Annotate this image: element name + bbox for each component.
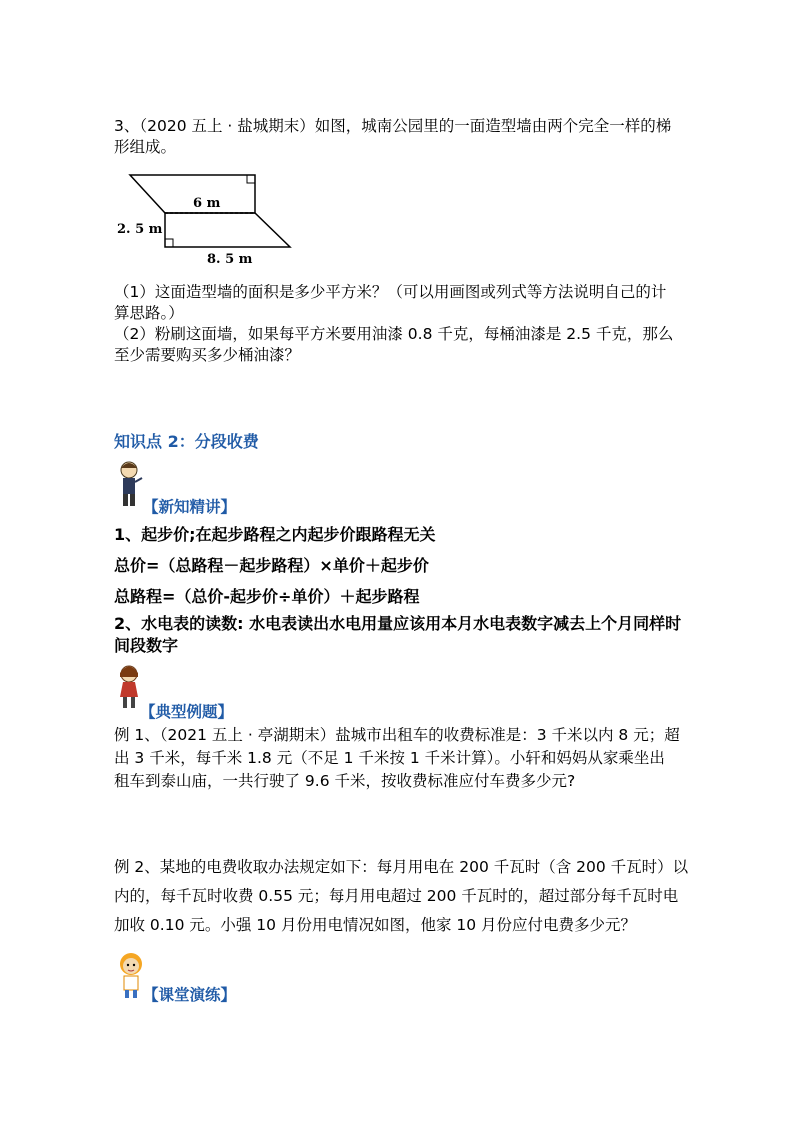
example2-line2: 内的，每千瓦时收费 0.55 元；每月用电超过 200 千瓦时的，超过部分每千瓦时电 <box>114 887 679 905</box>
knowledge-4-line1: 2、水电表的读数: 水电表读出水电用量应该用本月水电表数字减去上个月同样时 <box>114 614 682 633</box>
knowledge-3: 总路程=（总价-起步价÷单价）＋起步路程 <box>114 587 420 606</box>
label-6m: 6 m <box>193 196 221 211</box>
q2-line2: 至少需要购买多少桶油漆？ <box>114 346 301 364</box>
knowledge-4-line2: 间段数字 <box>114 636 179 655</box>
lower-trapezoid <box>165 213 290 247</box>
label-2-5m: 2. 5 m <box>117 222 163 237</box>
problem3-line1: 3、（2020 五上 · 盐城期末）如图，城南公园里的一面造型墙由两个完全一样的梯 <box>114 117 672 135</box>
example1-line3: 租车到泰山庙，一共行驶了 9.6 千米，按收费标准应付车费多少元? <box>114 772 576 790</box>
new-knowledge-tag: 【新知精讲】 <box>143 498 237 516</box>
q2-line1: （2）粉刷这面墙，如果每平方米要用油漆 0.8 千克，每桶油漆是 2.5 千克，那么 <box>114 325 674 343</box>
trapezoid-wall-diagram <box>115 165 300 265</box>
q1-line1: （1）这面造型墙的面积是多少平方米？（可以用画图或列式等方法说明自己的计 <box>114 283 667 301</box>
examples-tag: 【典型例题】 <box>140 703 234 721</box>
q1-line2: 算思路。） <box>114 304 184 322</box>
problem3-line2: 形组成。 <box>114 138 177 156</box>
practice-tag: 【课堂演练】 <box>143 986 237 1004</box>
right-angle-mark-top <box>247 175 255 183</box>
knowledge-2: 总价=（总路程－起步路程）×单价＋起步价 <box>114 556 429 575</box>
cartoon-boy-icon <box>114 460 144 510</box>
section-heading: 知识点 2：分段收费 <box>114 432 259 451</box>
example2-line3: 加收 0.10 元。小强 10 月份用电情况如图，他家 10 月份应付电费多少元？ <box>114 916 637 934</box>
right-angle-mark-bottom <box>165 239 173 247</box>
label-8-5m: 8. 5 m <box>207 252 253 265</box>
knowledge-1: 1、起步价;在起步路程之内起步价跟路程无关 <box>114 525 436 544</box>
example1-line2: 出 3 千米，每千米 1.8 元（不足 1 千米按 1 千米计算）。小轩和妈妈从家乘坐出 <box>114 749 665 767</box>
example2-line1: 例 2、某地的电费收取办法规定如下：每月用电在 200 千瓦时（含 200 千瓦时）以 <box>114 858 689 876</box>
example1-line1: 例 1、（2021 五上 · 亭湖期末）盐城市出租车的收费标准是：3 千米以内 8 元；超 <box>114 726 680 744</box>
